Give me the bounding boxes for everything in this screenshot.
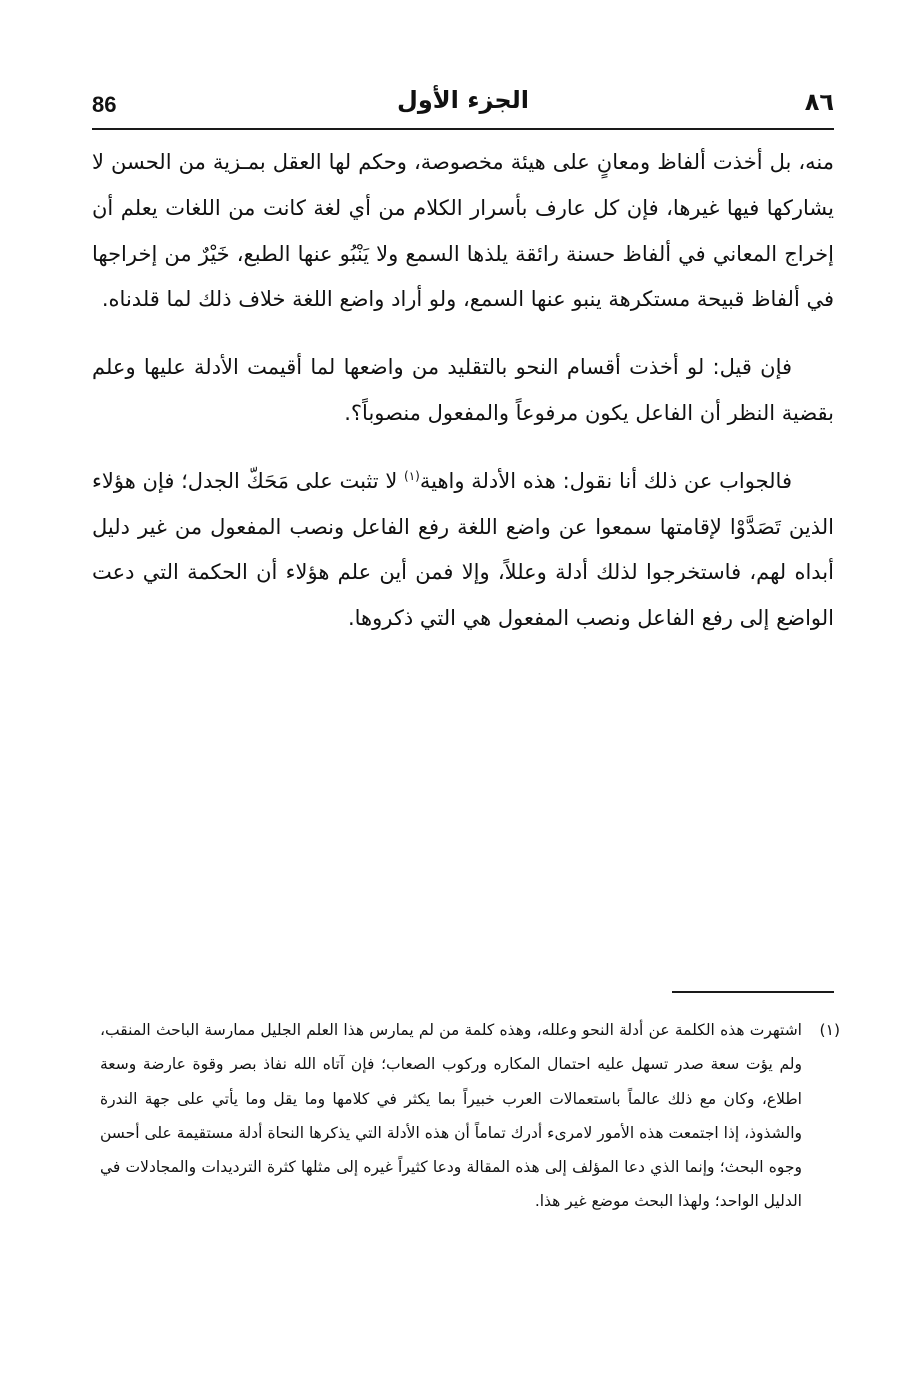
main-text: [92, 140, 834, 664]
running-title: الجزء الأول: [397, 86, 529, 114]
paragraph-3-start: فالجواب عن ذلك أنا نقول: هذه الأدلة واهية: [419, 468, 792, 493]
header-divider: [92, 128, 834, 130]
paragraph-1: منه، بل أخذت ألفاظ ومعانٍ على هيئة مخصوصة، وحكم لها العقل بمـزية من الحسن لا يشاركها فيها غيرها، فإن كل عارف بأسرار الكلام من أي لغة كانت من اللغات يعلم أن إخراج المعاني في ألفاظ حسنة رائقة يلذها السمع ولا يَنْبُو عنها الطبع، خَيْرٌ من إخراجها في ألفاظ قبيحة مستكرهة ينبو عنها السمع، ولو أراد واضع اللغة خلاف ذلك لما قلدناه.: [92, 150, 834, 312]
page-number-latin: 86: [92, 92, 117, 117]
paragraph-3-end: لا تثبت على مَحَكّ الجدل؛ فإن هؤلاء الذين تَصَدَّوْا لإقامتها سمعوا عن واضع اللغة رفع الفاعل ونصب المفعول من غير دليل أبداه لهم، فاستخرجوا لذلك أدلة وعللاً، وإلا فمن أين علم هؤلاء أن الحكمة التي دعت الواضع إلى رفع الفاعل ونصب المفعول هي التي ذكروها.: [92, 468, 834, 631]
paragraph-3: [92, 459, 834, 642]
footnote-divider: [672, 991, 834, 993]
page-header: [92, 86, 834, 126]
footnote-reference: (١): [404, 468, 420, 483]
footnotes-section: [100, 1013, 840, 1219]
footnote-item: [100, 1013, 840, 1219]
page-number-arabic: ٨٦: [804, 88, 834, 116]
footnote-text: اشتهرت هذه الكلمة عن أدلة النحو وعلله، وهذه كلمة من لم يمارس هذا العلم الجليل ممارسة الباحث المنقب، ولم يؤت سعة صدر تسهل عليه احتمال المكاره وركوب الصعاب؛ فإن آتاه الله نفاذ بصر وقوة عارضة وسعة اطلاع، وكان مع ذلك عالماً باستعمالات العرب خبيراً بما يكثر في كلامها وما يقل وما يأتي على جهة الندرة والشذوذ، إذا اجتمعت هذه الأمور لامرىء أدرك تماماً أن هذه الأدلة التي يذكرها النحاة أدلة مستقيمة على أحسن وجوه البحث؛ وإنما الذي دعا المؤلف إلى هذه المقالة ودعا كثيراً غيره إلى مثلها كثرة الترديدات والمجادلات في الدليل الواحد؛ ولهذا البحث موضع غير هذا.: [100, 1021, 802, 1211]
paragraph-2: فإن قيل: لو أخذت أقسام النحو بالتقليد من واضعها لما أقيمت الأدلة عليها وعلم بقضية النظر أن الفاعل يكون مرفوعاً والمفعول منصوباً؟.: [92, 355, 834, 425]
footnote-marker: (١): [819, 1021, 840, 1039]
